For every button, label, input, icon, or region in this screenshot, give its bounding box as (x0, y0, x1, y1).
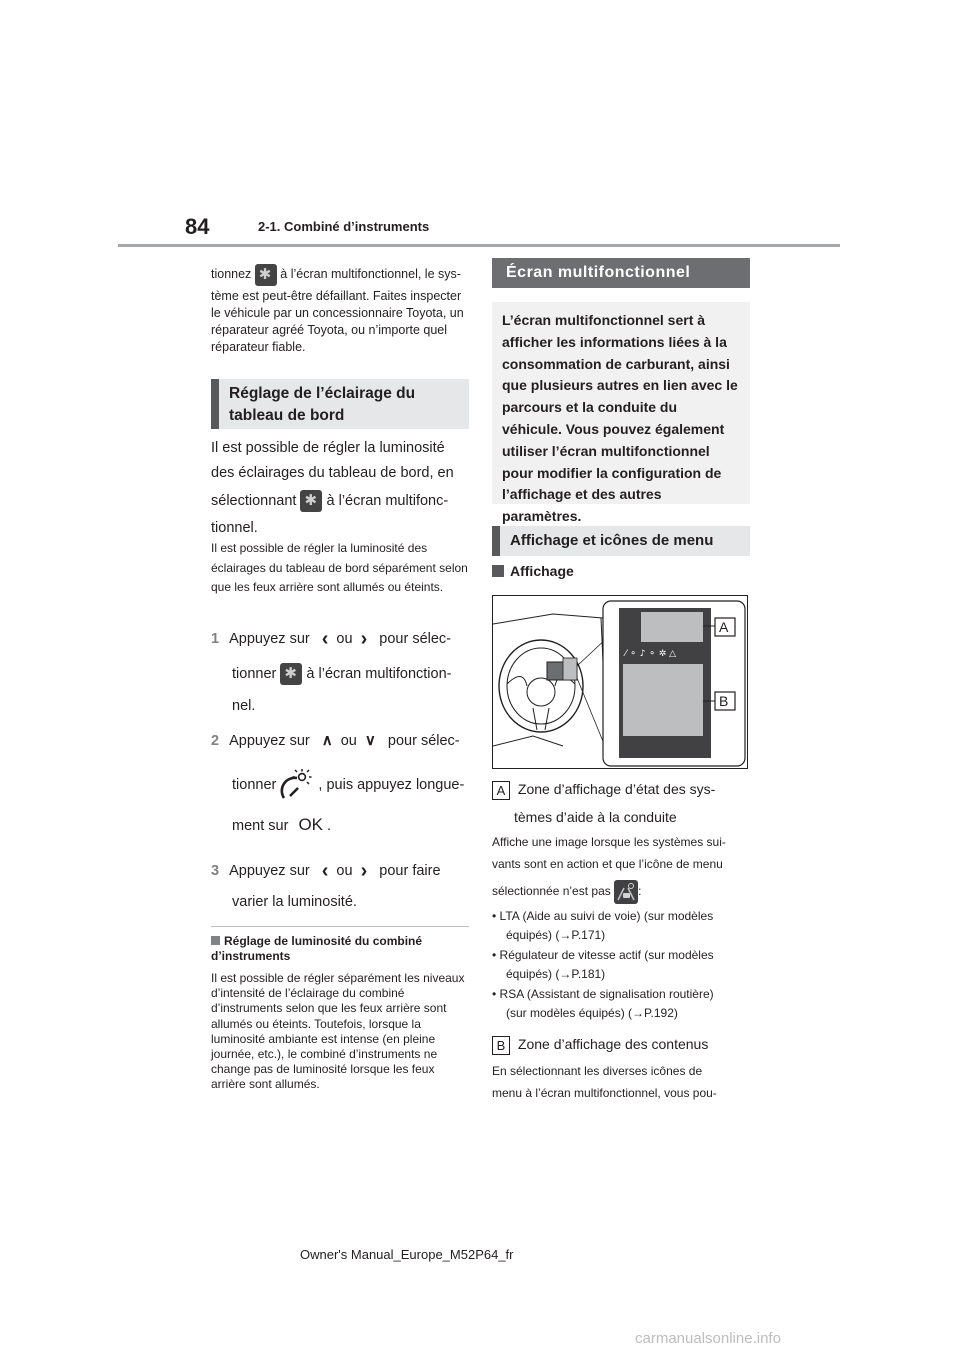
right-arrow-icon: › (360, 628, 368, 651)
dashboard-diagram (492, 595, 748, 769)
item-a-description: Affiche une image lorsque les systèmes sui- vants sont en action et que l’icône de menu sélectionnée n’est pas : (492, 832, 750, 904)
instrument-brightness-icon (280, 768, 314, 802)
item-b: B Zone d’affichage des contenus (492, 1033, 752, 1055)
section-heading-multiinfo: Écran multifonctionnel (492, 258, 750, 288)
page-number: 84 (185, 214, 210, 239)
step-2: 2 Appuyez sur ∧ ou ∨ pour sélec- tionner , puis appuyez longue- ment sur OK . (211, 728, 481, 843)
label-a-box: A (492, 781, 510, 800)
diagram-label-a: A (719, 619, 729, 635)
settings-gear-icon (255, 264, 277, 286)
square-bullet-icon (211, 936, 220, 945)
left-arrow-icon: ‹ (321, 628, 329, 651)
settings-gear-icon (300, 490, 322, 512)
lead-paragraph: L’écran multifonctionnel sert à afficher les informations liées à la consommation de carburant, ainsi que plusieurs autres en lien avec le parcours et la conduite du véhicule. Vous pouvez également utiliser l’écran multifonctionnel pour modifier la configuration de l’affichage et des autres paramètres. (492, 302, 750, 504)
lighting-body: Il est possible de régler la luminosité des éclairages du tableau de bord, en sélectionnant ✱ à l’écran multifonc- tionnel. (211, 436, 471, 541)
chapter-title: 2-1. Combiné d’instruments (258, 219, 430, 234)
item-a: A Zone d’affichage d’état des sys- tèmes d’aide à la conduite (492, 778, 752, 828)
diagram-label-b: B (719, 693, 729, 709)
label-b-box: B (492, 1036, 510, 1055)
intro-paragraph: tionnez ✱ à l’écran multifonctionnel, le sys- tème est peut-être défaillant. Faites inspecter le véhicule par un concessionnaire Toyota, un réparateur agréé Toyota, ou n’importe quel réparateur fiable. (211, 262, 469, 356)
footer-doc-id: Owner's Manual_Europe_M52P64_fr (300, 1247, 514, 1262)
settings-gear-icon (280, 663, 302, 685)
list-item: • LTA (Aide au suivi de voie) (sur modèles équipés) (→P.171) (492, 909, 714, 942)
divider (211, 926, 469, 927)
driving-assist-icon (614, 880, 638, 904)
dashboard-illustration (493, 596, 748, 769)
header-rule (118, 244, 840, 247)
svg-text:⁄ ⚬ ♪ ⚬ ✲ △: ⁄ ⚬ ♪ ⚬ ✲ △ (625, 649, 677, 659)
item-b-description: En sélectionnant les diverses icônes de menu à l’écran multifonctionnel, vous pou- (492, 1064, 717, 1100)
watermark: carmanualsonline.info (635, 1330, 781, 1347)
square-bullet-icon (492, 565, 504, 577)
section-heading-display-icons: Affichage et icônes de menu (492, 526, 750, 556)
subsection-text: Il est possible de régler séparément les niveaux d’intensité de l’éclairage du combiné d’instruments selon que les feux arrière sont allumés ou éteints. Toutefois, lorsque la luminosité ambiante est intense (en pleine journée, etc.), le combiné d’instruments ne change pas de luminosité lorsque les feux arrière sont allumés. (211, 971, 465, 1092)
left-arrow-icon: ‹ (321, 860, 329, 883)
ok-button-glyph: OK (298, 815, 324, 835)
up-arrow-icon: ∧ (321, 732, 333, 750)
step-3: 3 Appuyez sur ‹ ou › pour faire varier la luminosité. (211, 860, 441, 911)
lighting-note: Il est possible de régler la luminosité des éclairages du tableau de bord séparément selon que les feux arrière sont allumés ou éteints. (211, 541, 468, 594)
subsection-title: Réglage de luminosité du combiné d’instruments (211, 934, 423, 963)
down-arrow-icon: ∨ (364, 732, 376, 750)
list-item: • RSA (Assistant de signalisation routière) (sur modèles équipés) (→P.192) (492, 987, 714, 1020)
list-item: • Régulateur de vitesse actif (sur modèles équipés) (→P.181) (492, 948, 714, 981)
section-heading-lighting: Réglage de l’éclairage du tableau de bord (211, 379, 469, 429)
step-1: 1 Appuyez sur ‹ ou › pour sélec- tionner ✱ à l’écran multifonction- nel. (211, 626, 481, 720)
display-subheading: Affichage (492, 563, 574, 579)
assist-systems-list (492, 907, 750, 1023)
right-arrow-icon: › (360, 860, 368, 883)
